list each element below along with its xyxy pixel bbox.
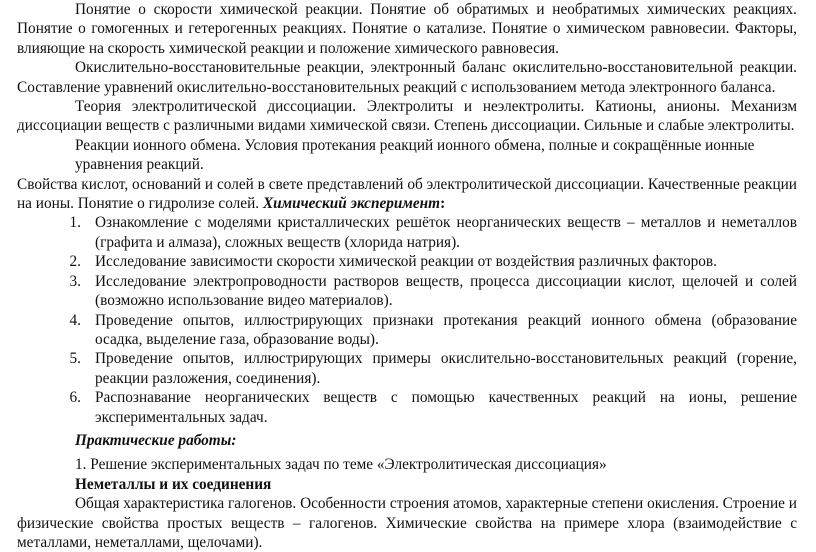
list-item <box>17 213 797 252</box>
experiment-list <box>17 213 797 426</box>
chemical-experiment-colon: : <box>440 195 446 213</box>
list-item-number: 2. <box>69 253 81 271</box>
practical-works-heading: Практические работы: <box>75 431 237 449</box>
list-item-text: Проведение опытов, иллюстрирующих признаки протекания реакций ионного обмена (образование осадка, выделение газа, образование воды). <box>95 311 797 348</box>
list-item <box>17 349 797 388</box>
list-item-text: Распознавание неорганических веществ с помощью качественных реакций на ионы, решение экспериментальных задач. <box>95 389 797 426</box>
list-item-text: Ознакомление с моделями кристаллических решёток неорганических веществ – металлов и неметаллов (графита и алмаза), сложных веществ (хлорида натрия). <box>95 214 797 251</box>
paragraph-redox: Окислительно-восстановительные реакции, электронный баланс окислительно-восстановительной реакции. Составление уравнений окислительно-восстановительных реакций с использованием метода электронного баланса. <box>17 59 797 96</box>
paragraph-acids-bases-salts <box>17 175 797 214</box>
list-item-text: Исследование зависимости скорости химической реакции от воздействия различных факторов. <box>95 253 717 271</box>
list-item <box>17 252 797 271</box>
list-item <box>17 388 797 427</box>
section-heading: Неметаллы и их соединения <box>75 475 272 493</box>
list-item-text: Исследование электропроводности растворов веществ, процесса диссоциации кислот, щелочей и солей (возможно использование видео материалов). <box>95 272 797 310</box>
paragraph-acids-text: Свойства кислот, оснований и солей в свете представлений об электролитической диссоциации. Качественные реакции на ионы. Понятие о гидролизе солей. <box>17 175 797 213</box>
paragraph-dissociation-theory: Теория электролитической диссоциации. Электролиты и неэлектролиты. Катионы, анионы. Механизм диссоциации веществ с различными видами химической связи. Степень диссоциации. Сильные и слабые электролиты. <box>17 98 797 135</box>
document-page <box>17 0 797 552</box>
list-item-number: 3. <box>69 272 81 290</box>
list-item-text: Проведение опытов, иллюстрирующих примеры окислительно-восстановительных реакций (горение, реакции разложения, соединения). <box>95 350 797 387</box>
list-item-number: 1. <box>69 214 81 232</box>
paragraph-halogens: Общая характеристика галогенов. Особенности строения атомов, характерные степени окисления. Строение и физические свойства простых веществ – галогенов. Химические свойства на примере хлора (взаимодействие с металлами, неметаллами, щелочами). <box>17 495 797 551</box>
list-item-number: 6. <box>69 389 81 407</box>
list-item <box>17 311 797 350</box>
list-item-number: 5. <box>69 350 81 368</box>
paragraph-ion-exchange: Реакции ионного обмена. Условия протекания реакций ионного обмена, полные и сокращённые ионные уравнения реакций. <box>75 136 755 174</box>
list-item-number: 4. <box>69 311 81 329</box>
chemical-experiment-label: Химический эксперимент <box>262 195 441 213</box>
practical-work-item: 1. Решение экспериментальных задач по теме «Электролитическая диссоциация» <box>75 456 607 474</box>
list-item <box>17 272 797 311</box>
paragraph-reaction-rate: Понятие о скорости химической реакции. Понятие об обратимых и необратимых химических реакциях. Понятие о гомогенных и гетерогенных реакциях. Понятие о катализе. Понятие о химическом равновесии. Факторы, влияющие на скорость химической реакции и положение химического равновесия. <box>17 1 797 57</box>
